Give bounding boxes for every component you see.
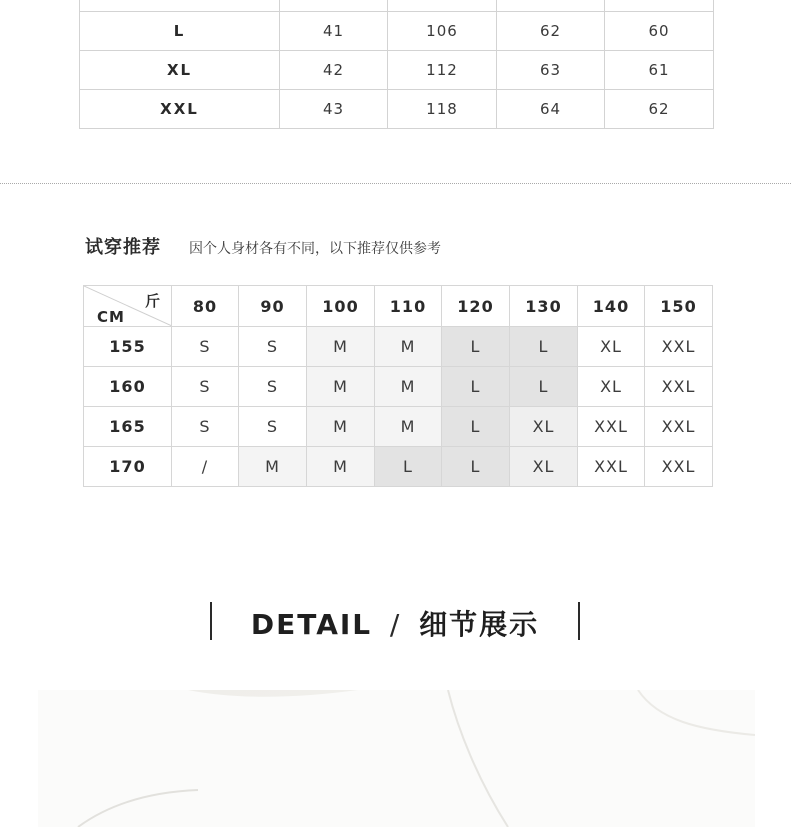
size-cell: XXL [645,327,713,367]
size-cell: S [172,367,239,407]
size-cell: M [239,447,307,487]
value-cell [388,0,497,12]
value-cell: 112 [388,51,497,90]
value-cell [497,0,605,12]
value-cell: 106 [388,12,497,51]
value-cell: 62 [497,12,605,51]
table-row [80,0,714,12]
value-cell [280,0,388,12]
recommendation-title: 试穿推荐 [85,237,161,258]
section-divider [0,183,791,184]
size-cell: S [172,407,239,447]
size-cell: L [510,327,578,367]
table-row [84,327,713,367]
size-cell: XXL [80,90,280,129]
table-row [80,51,714,90]
table-row [80,12,714,51]
weight-header: 140 [578,286,645,327]
weight-header: 130 [510,286,578,327]
value-cell: 62 [605,90,714,129]
weight-header: 110 [375,286,442,327]
size-cell: L [442,407,510,447]
size-cell: M [307,407,375,447]
value-cell: 63 [497,51,605,90]
detail-heading-zh: 细节展示 [419,608,540,641]
size-cell: L [442,367,510,407]
size-cell: XL [510,407,578,447]
size-cell: / [172,447,239,487]
size-cell: M [375,327,442,367]
size-cell: M [307,367,375,407]
weight-header: 150 [645,286,713,327]
size-cell [80,0,280,12]
value-cell: 42 [280,51,388,90]
weight-header: 90 [239,286,307,327]
value-cell: 41 [280,12,388,51]
size-cell: L [80,12,280,51]
size-cell: M [307,447,375,487]
size-cell: S [239,327,307,367]
size-cell: XXL [645,367,713,407]
value-cell: 61 [605,51,714,90]
detail-heading-en: DETAIL [250,608,373,641]
size-cell: M [307,327,375,367]
size-cell: XXL [578,447,645,487]
weight-header-row [84,286,713,327]
size-cell: S [239,367,307,407]
size-cell: XL [510,447,578,487]
value-cell: 60 [605,12,714,51]
size-cell: XXL [645,407,713,447]
value-cell: 118 [388,90,497,129]
detail-heading [212,603,578,643]
size-cell: M [375,407,442,447]
table-row [84,367,713,407]
height-unit-label: CM [97,308,125,326]
size-cell: L [375,447,442,487]
size-cell: M [375,367,442,407]
height-cell: 165 [84,407,172,447]
weight-header: 80 [172,286,239,327]
detail-heading-slash: / [389,608,402,641]
height-cell: 160 [84,367,172,407]
size-cell: XL [578,367,645,407]
garment-illustration [38,690,755,827]
size-cell: XL [578,327,645,367]
weight-header: 100 [307,286,375,327]
weight-header: 120 [442,286,510,327]
value-cell: 64 [497,90,605,129]
table-row [80,90,714,129]
size-cell: L [442,447,510,487]
size-cell: XXL [645,447,713,487]
heading-bar-right [578,602,580,640]
recommendation-subtitle: 因个人身材各有不同，以下推荐仅供参考 [189,241,441,257]
size-chart-table [79,0,714,129]
value-cell [605,0,714,12]
fit-recommendation-table [83,285,713,487]
table-row [84,447,713,487]
size-cell: S [239,407,307,447]
height-cell: 170 [84,447,172,487]
size-cell: S [172,327,239,367]
size-cell: L [442,327,510,367]
size-cell: XL [80,51,280,90]
weight-unit-label: 斤 [144,292,161,310]
size-cell: XXL [578,407,645,447]
table-row [84,407,713,447]
corner-header-cell [84,286,172,327]
size-cell: L [510,367,578,407]
height-cell: 155 [84,327,172,367]
value-cell: 43 [280,90,388,129]
product-detail-photo [38,690,755,827]
